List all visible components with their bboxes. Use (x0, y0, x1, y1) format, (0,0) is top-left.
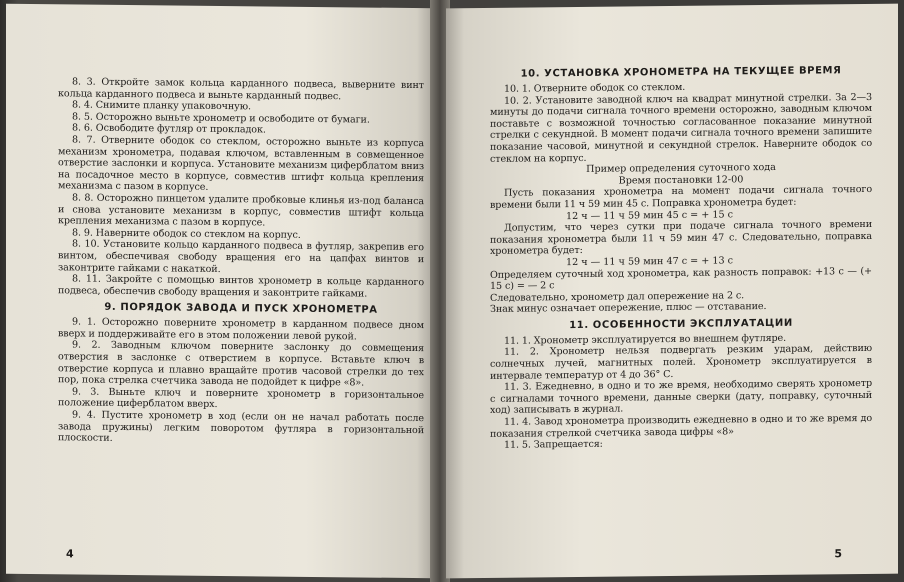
right-page (446, 4, 898, 579)
section-11-heading: 11. ОСОБЕННОСТИ ЭКСПЛУАТАЦИИ (569, 317, 793, 331)
paragraph-10-1: 10. 1. Отверните ободок со стеклом. (504, 81, 686, 95)
paragraph-8-6: 8. 6. Освободите футляр от прокладок. (72, 122, 266, 136)
paragraph-8-5: 8. 5. Осторожно выньте хронометр и освободите от бумаги. (72, 111, 370, 126)
paragraph-8-8: 8. 8. Осторожно пинцетом удалите пробковые клинья из-под баланса и снова установите механизм в корпус, совместив штифт кольца крепления механизма с пазом в корпусе. (58, 192, 424, 229)
paragraph-9-1: 9. 1. Осторожно поверните хронометр в карданном подвесе дном вверх и поддерживайте его в этом положении левой рукой. (58, 316, 424, 343)
section-10-heading: 10. УСТАНОВКА ХРОНОМЕТРА НА ТЕКУЩЕЕ ВРЕМЯ (520, 65, 842, 80)
left-page (6, 4, 434, 578)
example-paragraph-2: Допустим, что через сутки при подаче сигнала точного времени показания хронометра были 11 ч 59 мин 47 с. Следовательно, поправка хронометра будет: (490, 219, 872, 258)
formula-2: 12 ч — 11 ч 59 мин 47 с = + 13 с (566, 255, 733, 269)
example-paragraph-4: Следовательно, хронометр дал опережение на 2 с. (490, 289, 745, 304)
left-bottom-section (58, 317, 424, 448)
page-number-left: 4 (66, 547, 74, 561)
example-title: Пример определения суточного хода (586, 162, 776, 176)
paragraph-8-7: 8. 7. Отверните ободок со стеклом, осторожно выньте из корпуса механизм хронометра, подавая ключом, вставленным в совмещенное отверстие заслонки и корпуса. Установите механизм циферблатом вниз на посадочное место в корпусе, совместив штифт кольца крепления механизма с пазом в корпусе. (58, 134, 424, 194)
page-number-right: 5 (834, 547, 842, 561)
example-paragraph-5: Знак минус означает опережение, плюс — отставание. (490, 301, 767, 316)
paragraph-9-2: 9. 2. Заводным ключом поверните заслонку до совмещения отверстия в заслонке с отверстием в корпусе. Вставьте ключ в отверстие корпуса и плавно вращайте против часовой стрелки до тех пор, пока стрелка счетчика завода не подойдет к цифре «8». (58, 339, 424, 389)
paragraph-9-3: 9. 3. Выньте ключ и поверните хронометр в горизонтальное положение циферблатом вверх. (58, 386, 424, 411)
paragraph-11-2: 11. 2. Хронометр нельзя подвергать резким ударам, действию солнечных лучей, магнитных полей. Хронометр эксплуатируется в интервале температур от 4 до 36° С. (490, 343, 872, 382)
paragraph-8-11: 8. 11. Закройте с помощью винтов хронометр в кольце карданного подвеса, обеспечив свободу вращения и законтрите гайками. (58, 273, 424, 300)
paragraph-8-9: 8. 9. Наверните ободок со стеклом на корпус. (72, 227, 301, 241)
paragraph-11-4: 11. 4. Завод хронометра производить ежедневно в одно и то же время до показания стрелкой счетчика завода цифры «8» (490, 412, 872, 440)
paragraph-8-10: 8. 10. Установите кольцо карданного подвеса в футляр, закрепив его винтом, обеспечивая свободу вращения его на цапфах винтов и законтрите гайками с накаткой. (58, 238, 424, 275)
paragraph-8-3: 8. 3. Откройте замок кольца карданного подвеса, выверните винт кольца карданного подвеса и выньте карданный подвес. (58, 76, 424, 102)
example-paragraph-3: Определяем суточный ход хронометра, как разность поправок: +13 с — (+ 15 с) = — 2 с (490, 265, 872, 292)
formula-1: 12 ч — 11 ч 59 мин 45 с = + 15 с (566, 208, 733, 222)
paragraph-11-5: 11. 5. Запрещается: (504, 438, 603, 451)
paragraph-9-4: 9. 4. Пустите хронометр в ход (если он не начал работать после завода пружины) легким поворотом футляра в горизонтальной плоскости. (58, 409, 424, 445)
paragraph-10-2: 10. 2. Установите заводной ключ на квадрат минутной стрелки. За 2—3 минуты до подачи сигнала точного времени осторожно, заводным ключом поставьте с возможной точностью согласованное показание минутной стрелки с секундной. В момент подачи сигнала точного времени запишите показание часовой, минутной и секундной стрелок. Наверните ободок со стеклом на корпус. (490, 91, 872, 165)
paragraph-11-3: 11. 3. Ежедневно, в одно и то же время, необходимо сверять хронометр с сигналами точного времени, данные сверки (дату, поправку, суточный ход) записывать в журнал. (490, 378, 872, 417)
paragraph-8-4: 8. 4. Снимите планку упаковочную. (72, 99, 251, 113)
example-time: Время постановки 12-00 (618, 174, 744, 187)
section-9-heading: 9. ПОРЯДОК ЗАВОДА И ПУСК ХРОНОМЕТРА (104, 302, 378, 316)
example-paragraph-1: Пусть показания хронометра на момент подачи сигнала точного времени были 11 ч 59 мин 45 с. Поправка хронометра будет: (490, 184, 872, 211)
paragraph-11-1: 11. 1. Хронометр эксплуатируется во внешнем футляре. (504, 332, 787, 347)
left-top-section (58, 76, 424, 300)
